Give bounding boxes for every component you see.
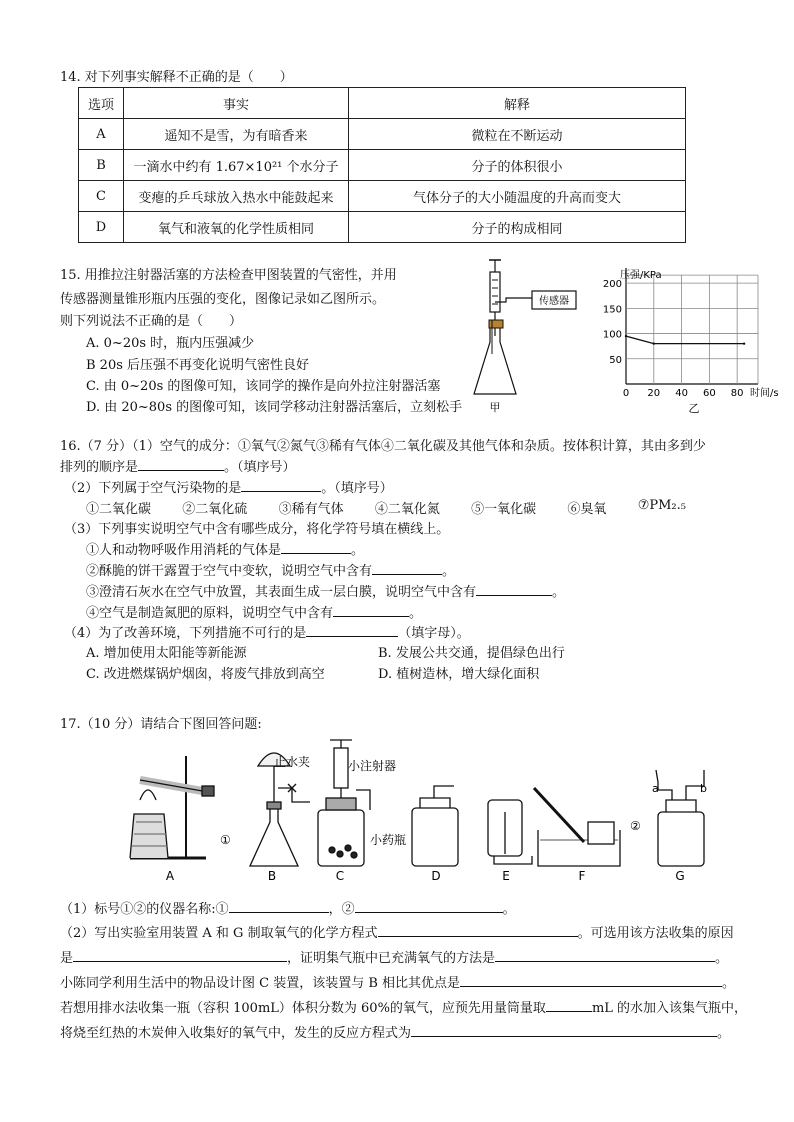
q17-l2-pre: （2）写出实验室用装置 A 和 G 制取氧气的化学方程式 bbox=[60, 926, 378, 941]
pollutant-item: ⑤一氧化碳 bbox=[471, 502, 537, 517]
pollutant-item: ①二氧化碳 bbox=[86, 502, 152, 517]
q16-p4-pre: （4）为了改善环境，下列措施不可行的是 bbox=[64, 626, 307, 641]
y-tick-label: 150 bbox=[602, 304, 622, 316]
x-tick-label: 80 bbox=[730, 388, 744, 399]
q14-stem: 14. 对下列事实解释不正确的是（ ） bbox=[60, 70, 293, 85]
row-fact: 变瘪的乒乓球放入热水中能鼓起来 bbox=[124, 181, 349, 212]
q16-p3d: ④空气是制造氮肥的原料，说明空气中含有 。 bbox=[86, 606, 423, 621]
pressure-point bbox=[653, 342, 655, 344]
q15-option-c: C. 由 0~20s 的图像可知，该同学的操作是向外拉注射器活塞 bbox=[86, 379, 441, 394]
label-circle2: ② bbox=[630, 819, 641, 833]
q16-p2-post: 。（填序号） bbox=[321, 481, 393, 496]
q15-line2: 传感器测量锥形瓶内压强的变化，图像记录如乙图所示。 bbox=[60, 292, 386, 307]
apparatus-figure bbox=[120, 730, 712, 892]
q16-p3c: ③澄清石灰水在空气中放置，其表面生成一层白膜，说明空气中含有 。 bbox=[86, 585, 566, 600]
q15-option-b: B 20s 后压强不再变化说明气密性良好 bbox=[86, 358, 310, 373]
label-G: G bbox=[675, 869, 685, 883]
q16-option-d: D. 植树造林，增大绿化面积 bbox=[378, 667, 540, 682]
q16-p3b: ②酥脆的饼干露置于空气中变软，说明空气中含有 。 bbox=[86, 564, 456, 579]
q17-l2-post: 。可选用该方法收集的原因 bbox=[577, 926, 734, 941]
row-option: C bbox=[79, 181, 124, 212]
q16-p2 bbox=[64, 477, 393, 496]
y-tick-label: 200 bbox=[602, 279, 622, 291]
x-tick-label: 20 bbox=[647, 388, 661, 399]
answer-blank[interactable] bbox=[411, 1024, 717, 1037]
q17-l4-post: 。 bbox=[722, 976, 736, 991]
label-water-clip: 止水夹 bbox=[274, 755, 311, 769]
q17-l6-post: 。 bbox=[717, 1026, 731, 1041]
y-tick-label: 50 bbox=[609, 354, 622, 366]
answer-blank[interactable] bbox=[306, 624, 398, 637]
q16-p4 bbox=[64, 622, 470, 641]
header-fact: 事实 bbox=[124, 88, 349, 119]
q16-p3: （3）下列事实说明空气中含有哪些成分，将化学符号填在横线上。 bbox=[64, 522, 450, 537]
pressure-chart bbox=[598, 258, 794, 418]
q17-line6 bbox=[60, 1022, 730, 1041]
q17-line3 bbox=[60, 947, 728, 966]
q16-p3d-text: ④空气是制造氮肥的原料，说明空气中含有 bbox=[86, 606, 334, 621]
pollutant-item: ②二氧化硫 bbox=[182, 502, 248, 517]
row-explanation: 气体分子的大小随温度的升高而变大 bbox=[349, 181, 686, 212]
answer-blank[interactable] bbox=[229, 900, 329, 913]
q15-option-d: D. 由 20~80s 的图像可知，该同学移动注射器活塞后，立刻松手 bbox=[86, 400, 463, 415]
q17-l3-pre: 是 bbox=[60, 951, 74, 966]
q17-line1 bbox=[60, 898, 516, 917]
sensor-label: 传感器 bbox=[539, 296, 569, 307]
row-option: A bbox=[79, 119, 124, 150]
q15-line3: 则下列说法不正确的是（ ） bbox=[60, 314, 243, 329]
label-circle1: ① bbox=[220, 833, 231, 847]
table-header-row bbox=[79, 88, 686, 119]
q17-l1-mid: ，② bbox=[328, 902, 355, 917]
answer-blank[interactable] bbox=[138, 458, 224, 471]
row-fact: 一滴水中约有 1.67×10²¹ 个水分子 bbox=[124, 150, 349, 181]
q17-l4-pre: 小陈同学利用生活中的物品设计图 C 装置，该装置与 B 相比其优点是 bbox=[60, 976, 461, 991]
chart-ylabel: 压强/KPa bbox=[620, 270, 662, 281]
label-C: C bbox=[335, 869, 345, 883]
label-vial: 小药瓶 bbox=[370, 833, 407, 847]
answer-blank[interactable] bbox=[73, 949, 287, 962]
table-row bbox=[79, 150, 686, 181]
answer-blank[interactable] bbox=[495, 949, 715, 962]
pollutant-item: ⑦PM₂.₅ bbox=[637, 498, 686, 513]
q17-line2 bbox=[60, 922, 734, 941]
fig-yi-caption: 乙 bbox=[688, 402, 700, 415]
label-syringe: 小注射器 bbox=[348, 759, 397, 773]
q17-l1-post: 。 bbox=[502, 902, 516, 917]
q16-p1b bbox=[60, 456, 296, 475]
q17-l3-mid: ，证明集气瓶中已充满氧气的方法是 bbox=[287, 951, 496, 966]
q15-option-a: A. 0~20s 时，瓶内压强减少 bbox=[86, 336, 255, 351]
q17-l1-pre: （1）标号①②的仪器名称:① bbox=[60, 902, 229, 917]
q15-line1: 15. 用推拉注射器活塞的方法检查甲图装置的气密性，并用 bbox=[60, 268, 397, 283]
q14-table bbox=[78, 87, 686, 243]
q16-option-c: C. 改进燃煤锅炉烟囱，将废气排放到高空 bbox=[86, 667, 325, 682]
row-explanation: 分子的体积很小 bbox=[349, 150, 686, 181]
answer-blank[interactable] bbox=[355, 900, 503, 913]
answer-blank[interactable] bbox=[281, 541, 351, 554]
header-explanation: 解释 bbox=[349, 88, 686, 119]
pollutant-item: ④二氧化氮 bbox=[374, 502, 440, 517]
q16-p4-post: （填字母）。 bbox=[398, 626, 470, 641]
answer-blank[interactable] bbox=[333, 604, 409, 617]
q16-p3c-text: ③澄清石灰水在空气中放置，其表面生成一层白膜，说明空气中含有 bbox=[86, 585, 477, 600]
label-a: a bbox=[652, 782, 659, 795]
q17-line4 bbox=[60, 972, 735, 991]
label-b: b bbox=[700, 782, 707, 795]
x-tick-label: 0 bbox=[622, 388, 630, 399]
q16-p3b-text: ②酥脆的饼干露置于空气中变软，说明空气中含有 bbox=[86, 564, 373, 579]
row-explanation: 微粒在不断运动 bbox=[349, 119, 686, 150]
row-option: D bbox=[79, 212, 124, 243]
q16-p1b-pre: 排列的顺序是 bbox=[60, 460, 139, 475]
label-F: F bbox=[578, 869, 586, 883]
x-tick-label: 60 bbox=[703, 388, 716, 399]
pollutant-item: ⑥臭氧 bbox=[567, 502, 607, 517]
q16-p2-items bbox=[86, 498, 686, 517]
header-option: 选项 bbox=[79, 88, 124, 119]
label-B: B bbox=[267, 869, 277, 883]
x-tick-label: 40 bbox=[675, 388, 688, 399]
fig-jia-caption: 甲 bbox=[489, 401, 501, 414]
pressure-point bbox=[625, 335, 627, 337]
row-fact: 氧气和液氧的化学性质相同 bbox=[124, 212, 349, 243]
q16-p1a: 16.（7 分）（1）空气的成分：①氧气②氮气③稀有气体④二氧化碳及其他气体和杂质。按体积计算，其由多到少 bbox=[60, 439, 706, 454]
answer-blank[interactable] bbox=[460, 974, 722, 987]
answer-blank[interactable] bbox=[476, 583, 552, 596]
row-explanation: 分子的构成相同 bbox=[349, 212, 686, 243]
table-row bbox=[79, 181, 686, 212]
table-row bbox=[79, 212, 686, 243]
q16-p3a-text: ①人和动物呼吸作用消耗的气体是 bbox=[86, 543, 282, 558]
row-fact: 遥知不是雪，为有暗香来 bbox=[124, 119, 349, 150]
q17-l3-post: 。 bbox=[715, 951, 729, 966]
label-D: D bbox=[431, 869, 441, 883]
table-row bbox=[79, 119, 686, 150]
row-option: B bbox=[79, 150, 124, 181]
label-E: E bbox=[502, 869, 510, 883]
q17-line5 bbox=[60, 997, 747, 1016]
q16-p1b-post: 。（填序号） bbox=[224, 460, 296, 475]
q17-l6-pre: 将烧至红热的木炭伸入收集好的氧气中，发生的反应方程式为 bbox=[60, 1026, 412, 1041]
q16-option-b: B. 发展公共交通，提倡绿色出行 bbox=[378, 646, 565, 661]
q16-p3a: ①人和动物呼吸作用消耗的气体是 。 bbox=[86, 543, 365, 558]
q17-l5-post: mL 的水加入该集气瓶中， bbox=[591, 1001, 748, 1016]
pollutant-item: ③稀有气体 bbox=[278, 502, 344, 517]
chart-xlabel: 时间/s bbox=[750, 388, 779, 399]
apparatus-jia-figure bbox=[468, 258, 588, 416]
q16-p2-pre: （2）下列属于空气污染物的是 bbox=[64, 481, 242, 496]
label-A: A bbox=[165, 869, 175, 883]
answer-blank[interactable] bbox=[372, 562, 442, 575]
answer-blank[interactable] bbox=[241, 479, 321, 492]
q17-l5-pre: 若想用排水法收集一瓶（容积 100mL）体积分数为 60%的氧气，应预先用量筒量取 bbox=[60, 1001, 546, 1016]
pressure-series-line bbox=[626, 336, 744, 344]
pressure-point bbox=[743, 342, 745, 344]
q17-stem: 17.（10 分）请结合下图回答问题: bbox=[60, 717, 262, 732]
answer-blank[interactable] bbox=[378, 924, 578, 937]
answer-blank[interactable] bbox=[546, 999, 592, 1012]
q16-option-a: A. 增加使用太阳能等新能源 bbox=[86, 646, 247, 661]
y-tick-label: 100 bbox=[602, 329, 622, 341]
